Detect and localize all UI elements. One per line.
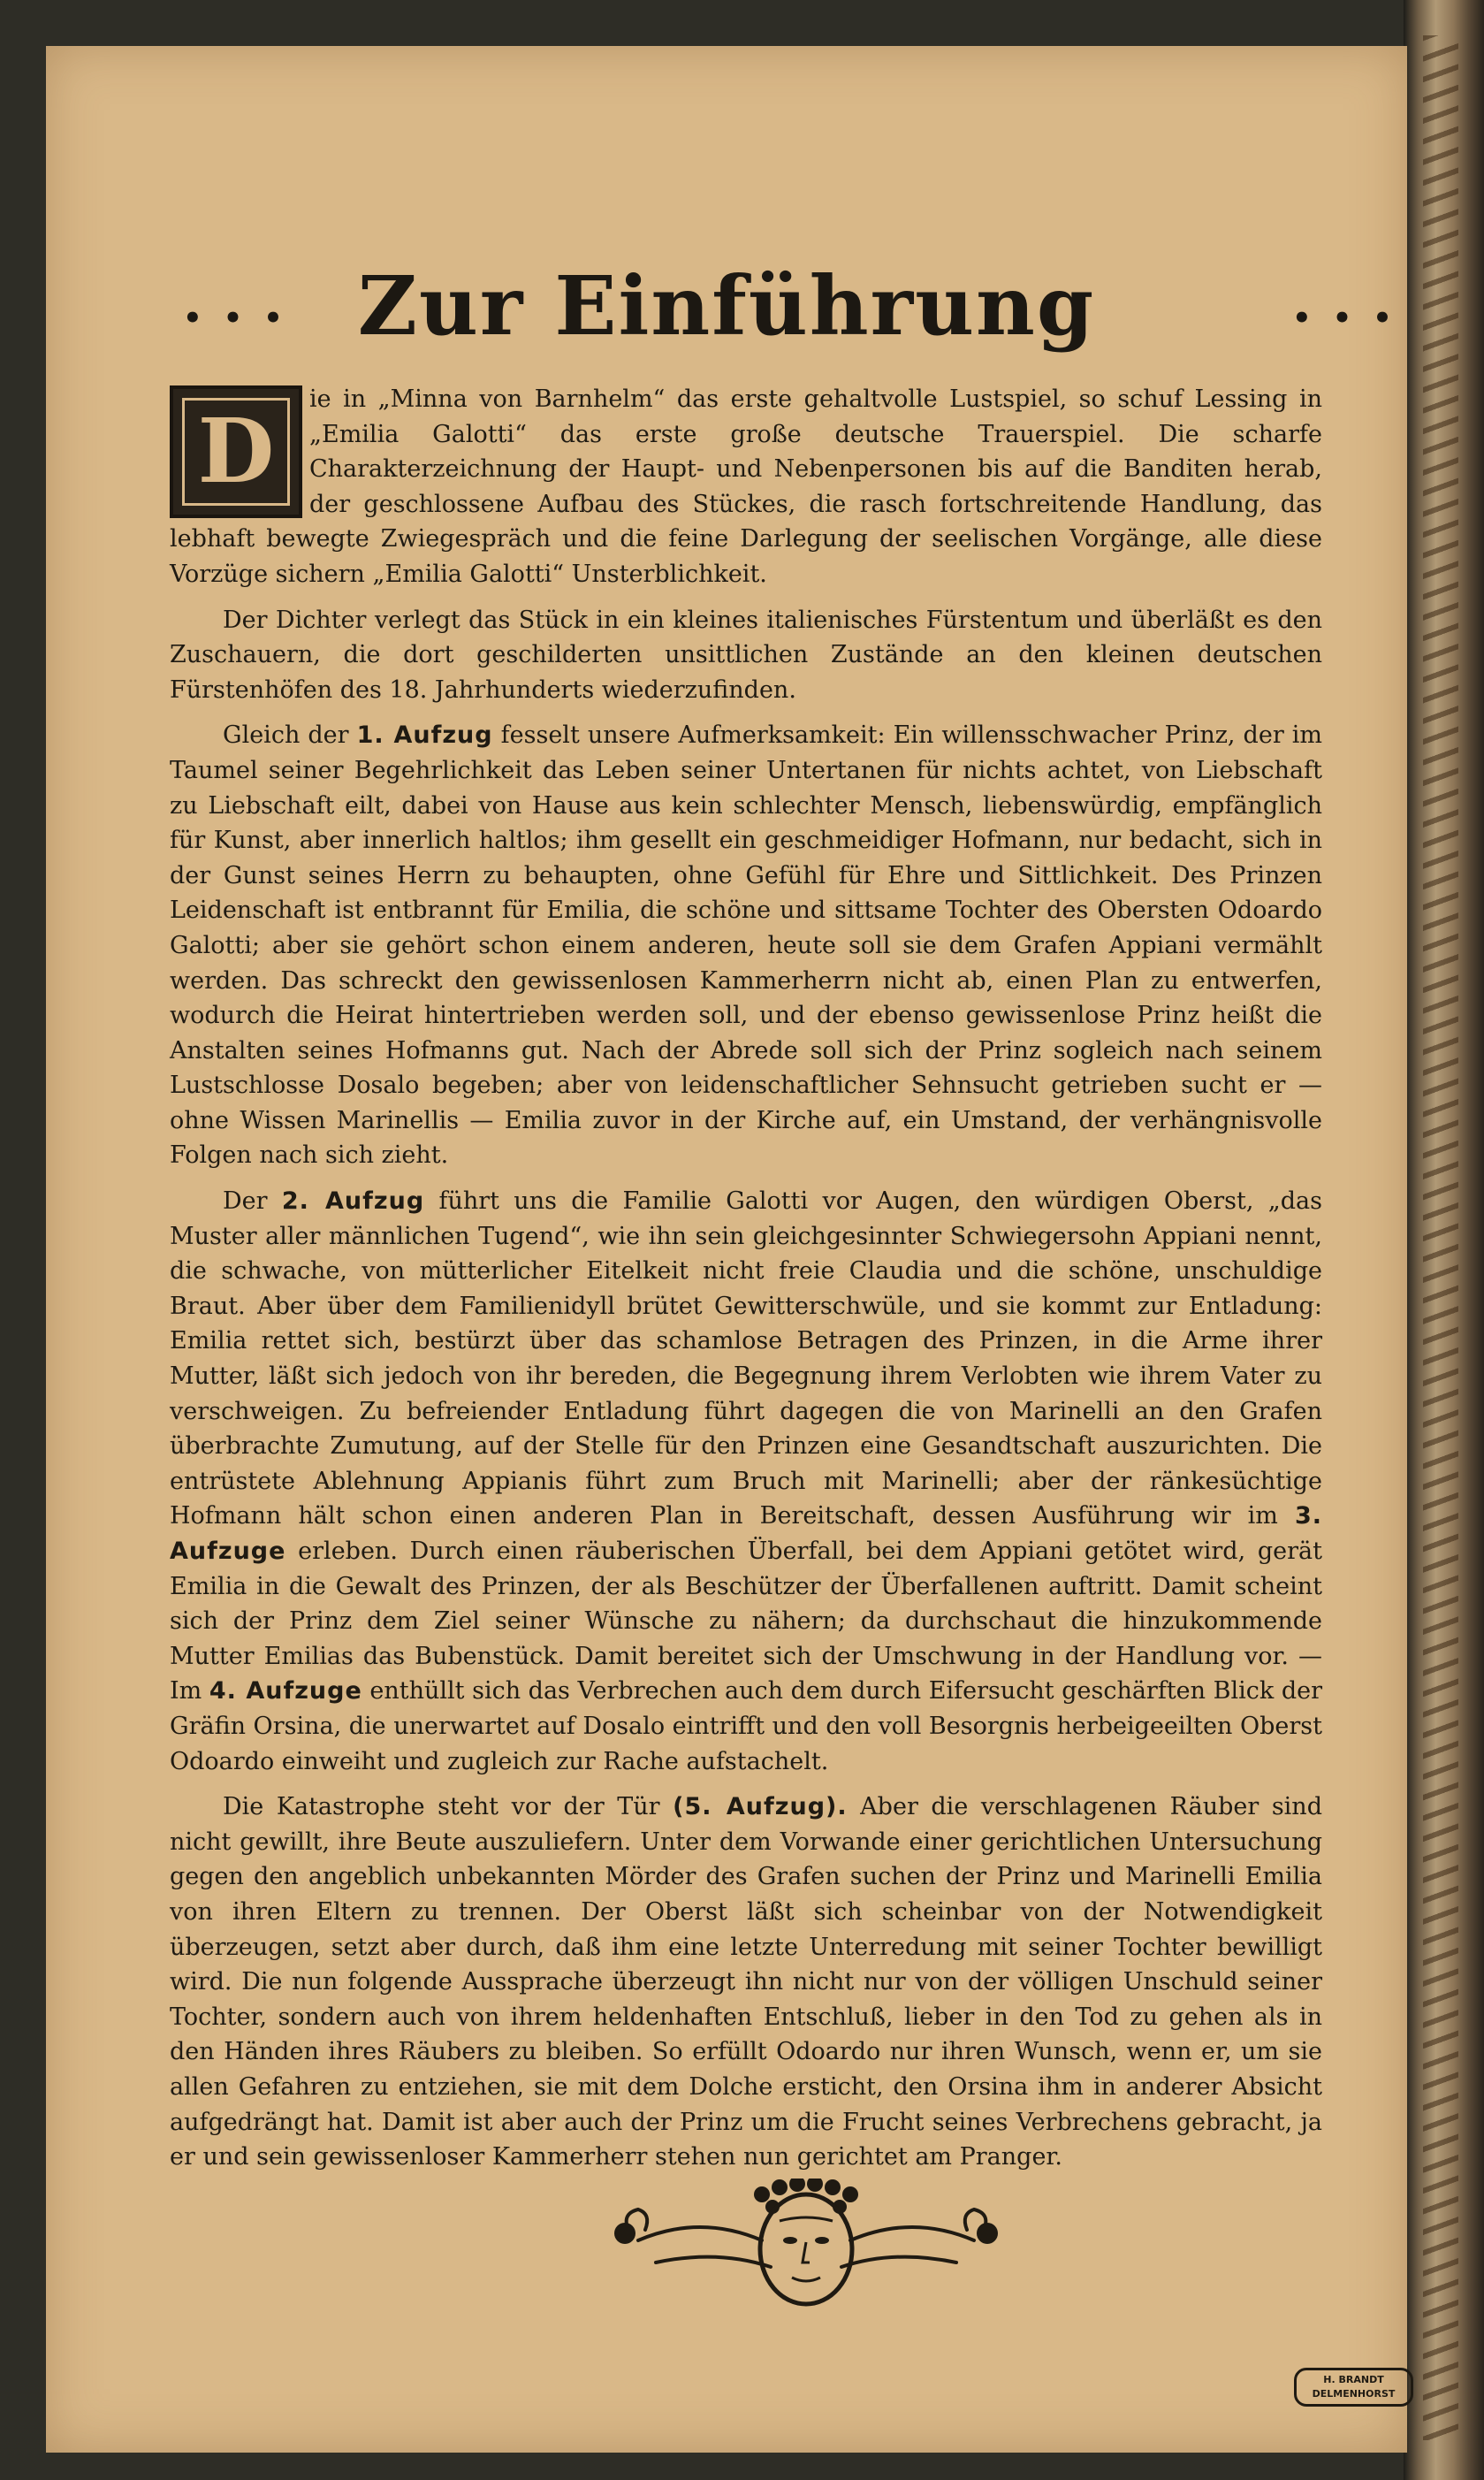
paragraph-text: erleben. Durch einen räuberischen Überfall, bei dem Appiani getötet wird, gerät Emilia in die Gewalt des Prinzen, der als Beschützer der Überfallenen auftritt. Damit scheint sich der Prinz dem Ziel seiner Wünsche zu nähern; da durchschaut die hinzukommende Mutter Emilias das Bubenstück. Damit bereitet sich der Umschwung in der Handlung vor. — Im	[170, 1538, 1322, 1705]
paragraph-text: ie in „Minna von Barnhelm“ das erste gehaltvolle Lustspiel, so schuf Lessing in „Emilia Galotti“ das erste große deutsche Trauerspiel. Die scharfe Charakterzeichnung der Haupt- und Nebenpersonen bis auf die Banditen herab, der geschlossene Aufbau des Stückes, die rasch fortschreitende Handlung, das lebhaft bewegte Zwiegespräch und die feine Darlegung der seelischen Vorgänge, alle diese Vorzüge sichern „Emilia Galotti“ Unsterblichkeit.	[170, 385, 1322, 588]
printer-stamp	[1294, 2368, 1413, 2407]
paragraph-setting	[170, 603, 1322, 708]
paragraph-act-1	[170, 718, 1322, 1173]
page	[46, 46, 1407, 2453]
act-heading: (5. Aufzug).	[673, 1793, 848, 1821]
title-row	[46, 223, 1407, 355]
paragraph-act-5	[170, 1789, 1322, 2175]
paragraph-text: führt uns die Familie Galotti vor Augen, den würdigen Oberst, „das Muster aller männlichen Tugend“, wie ihn sein gleichgesinnter Schwiegersohn Appiani nennt, die schwache, von mütterlicher Eitelkeit nicht freie Claudia und die schöne, unschuldige Braut. Aber über dem Familienidyll brütet Gewitterschwüle, und sie kommt zur Entladung: Emilia rettet sich, bestürzt über das schamlose Betragen des Prinzen, in die Arme ihrer Mutter, läßt sich jedoch von ihr bereden, die Begegnung ihrem Verlobten wie ihrem Vater zu verschweigen. Zu befreiender Entladung führt dagegen die von Marinelli an den Grafen überbrachte Zumutung, auf der Stelle für den Prinzen eine Gesandtschaft auszurichten. Die entrüstete Ablehnung Appianis führt zum Bruch mit Marinelli; aber der ränkesüchtige Hofmann hält schon einen anderen Plan in Bereitschaft, dessen Ausführung wir im	[170, 1187, 1322, 1530]
paragraph-text: fesselt unsere Aufmerksamkeit: Ein willensschwacher Prinz, der im Taumel seiner Begehrlichkeit das Leben seiner Untertanen für nichts achtet, von Liebschaft zu Liebschaft eilt, dabei von Hause aus kein schlechter Mensch, liebenswürdig, empfänglich für Kunst, aber innerlich haltlos; ihm gesellt ein geschmeidiger Hofmann, nur bedacht, sich in der Gunst seines Herrn zu behaupten, ohne Gefühl für Ehre und Sittlichkeit. Des Prinzen Leidenschaft ist entbrannt für Emilia, die schöne und sittsame Tochter des Obersten Odoardo Galotti; aber sie gehört schon einem anderen, heute soll sie dem Grafen Appiani vermählt werden. Das schreckt den gewissenlosen Kammerherrn nicht ab, einen Plan zu entwerfen, wodurch die Heirat hintertrieben werden soll, und der ebenso gewissenlose Prinz heißt die Anstalten seines Hofmanns gut. Nach der Abrede soll sich der Prinz sogleich nach seinem Lustschlosse Dosalo begeben; aber von leidenschaftlicher Sehnsucht getrieben sucht er — ohne Wissen Marinellis — Emilia zuvor in der Kirche auf, ein Umstand, der verhängnisvolle Folgen nach sich zieht.	[170, 721, 1322, 1170]
paragraph-text: Der Dichter verlegt das Stück in ein kleines italienisches Fürstentum und überläßt es den Zuschauern, die dort geschilderten unsittlichen Zustände an den kleinen deutschen Fürstenhöfen des 18. Jahrhunderts wiederzufinden.	[170, 606, 1322, 704]
binding-pattern	[1423, 35, 1458, 2440]
paragraph-text: Gleich der	[223, 721, 357, 750]
paragraph-text: enthüllt sich das Verbrechen auch dem durch Eifersucht geschärften Blick der Gräfin Orsina, die unerwartet auf Dosalo eintrifft und den voll Besorgnis herbeigeeilten Oberst Odoardo einweiht und zugleich zur Rache aufstachelt.	[170, 1677, 1323, 1775]
act-heading: 1. Aufzug	[356, 721, 493, 750]
title-dots-left: • • •	[183, 301, 288, 336]
mask-ornament	[603, 2179, 1009, 2311]
page-title: Zur Einführung	[357, 258, 1096, 354]
act-heading: 3. Aufzuge	[170, 1502, 1322, 1565]
article-body	[170, 382, 1322, 2186]
act-heading: 2. Aufzug	[281, 1187, 425, 1216]
dropcap-initial	[170, 385, 302, 518]
title-dots-right: • • •	[1292, 301, 1397, 336]
dropcap-letter: D	[182, 398, 290, 506]
stamp-line-2: DELMENHORST	[1312, 2388, 1396, 2400]
paragraph-intro	[170, 382, 1322, 592]
paragraph-text: Der	[223, 1187, 282, 1216]
paragraph-text: Die Katastrophe steht vor der Tür	[223, 1793, 674, 1821]
paragraph-text: Aber die verschlagenen Räuber sind nicht gewillt, ihre Beute auszuliefern. Unter dem Vorwande einer gerichtlichen Untersuchung gegen den angeblich unbekannten Mörder des Grafen suchen der Prinz und Marinelli Emilia von ihren Eltern zu trennen. Der Oberst läßt sich scheinbar von der Notwendigkeit überzeugen, setzt aber durch, daß ihm eine letzte Unterredung mit seiner Tochter bewilligt wird. Die nun folgende Aussprache überzeugt ihn nicht nur von der völligen Unschuld seiner Tochter, sondern auch von ihrem heldenhaften Entschluß, lieber in den Tod zu gehen als in den Händen ihres Räubers zu bleiben. So erfüllt Odoardo nur ihren Wunsch, wenn er, um sie allen Gefahren zu entziehen, sie mit dem Dolche ersticht, den Orsina ihm in anderer Absicht aufgedrängt hat. Damit ist aber auch der Prinz um die Frucht seines Verbrechens gebracht, ja er und sein gewissenloser Kammerherr stehen nun gerichtet am Pranger.	[170, 1793, 1322, 2171]
act-heading: 4. Aufzuge	[209, 1677, 362, 1705]
stamp-line-1: H. BRANDT	[1323, 2374, 1384, 2385]
paragraph-act-2-4	[170, 1184, 1322, 1779]
